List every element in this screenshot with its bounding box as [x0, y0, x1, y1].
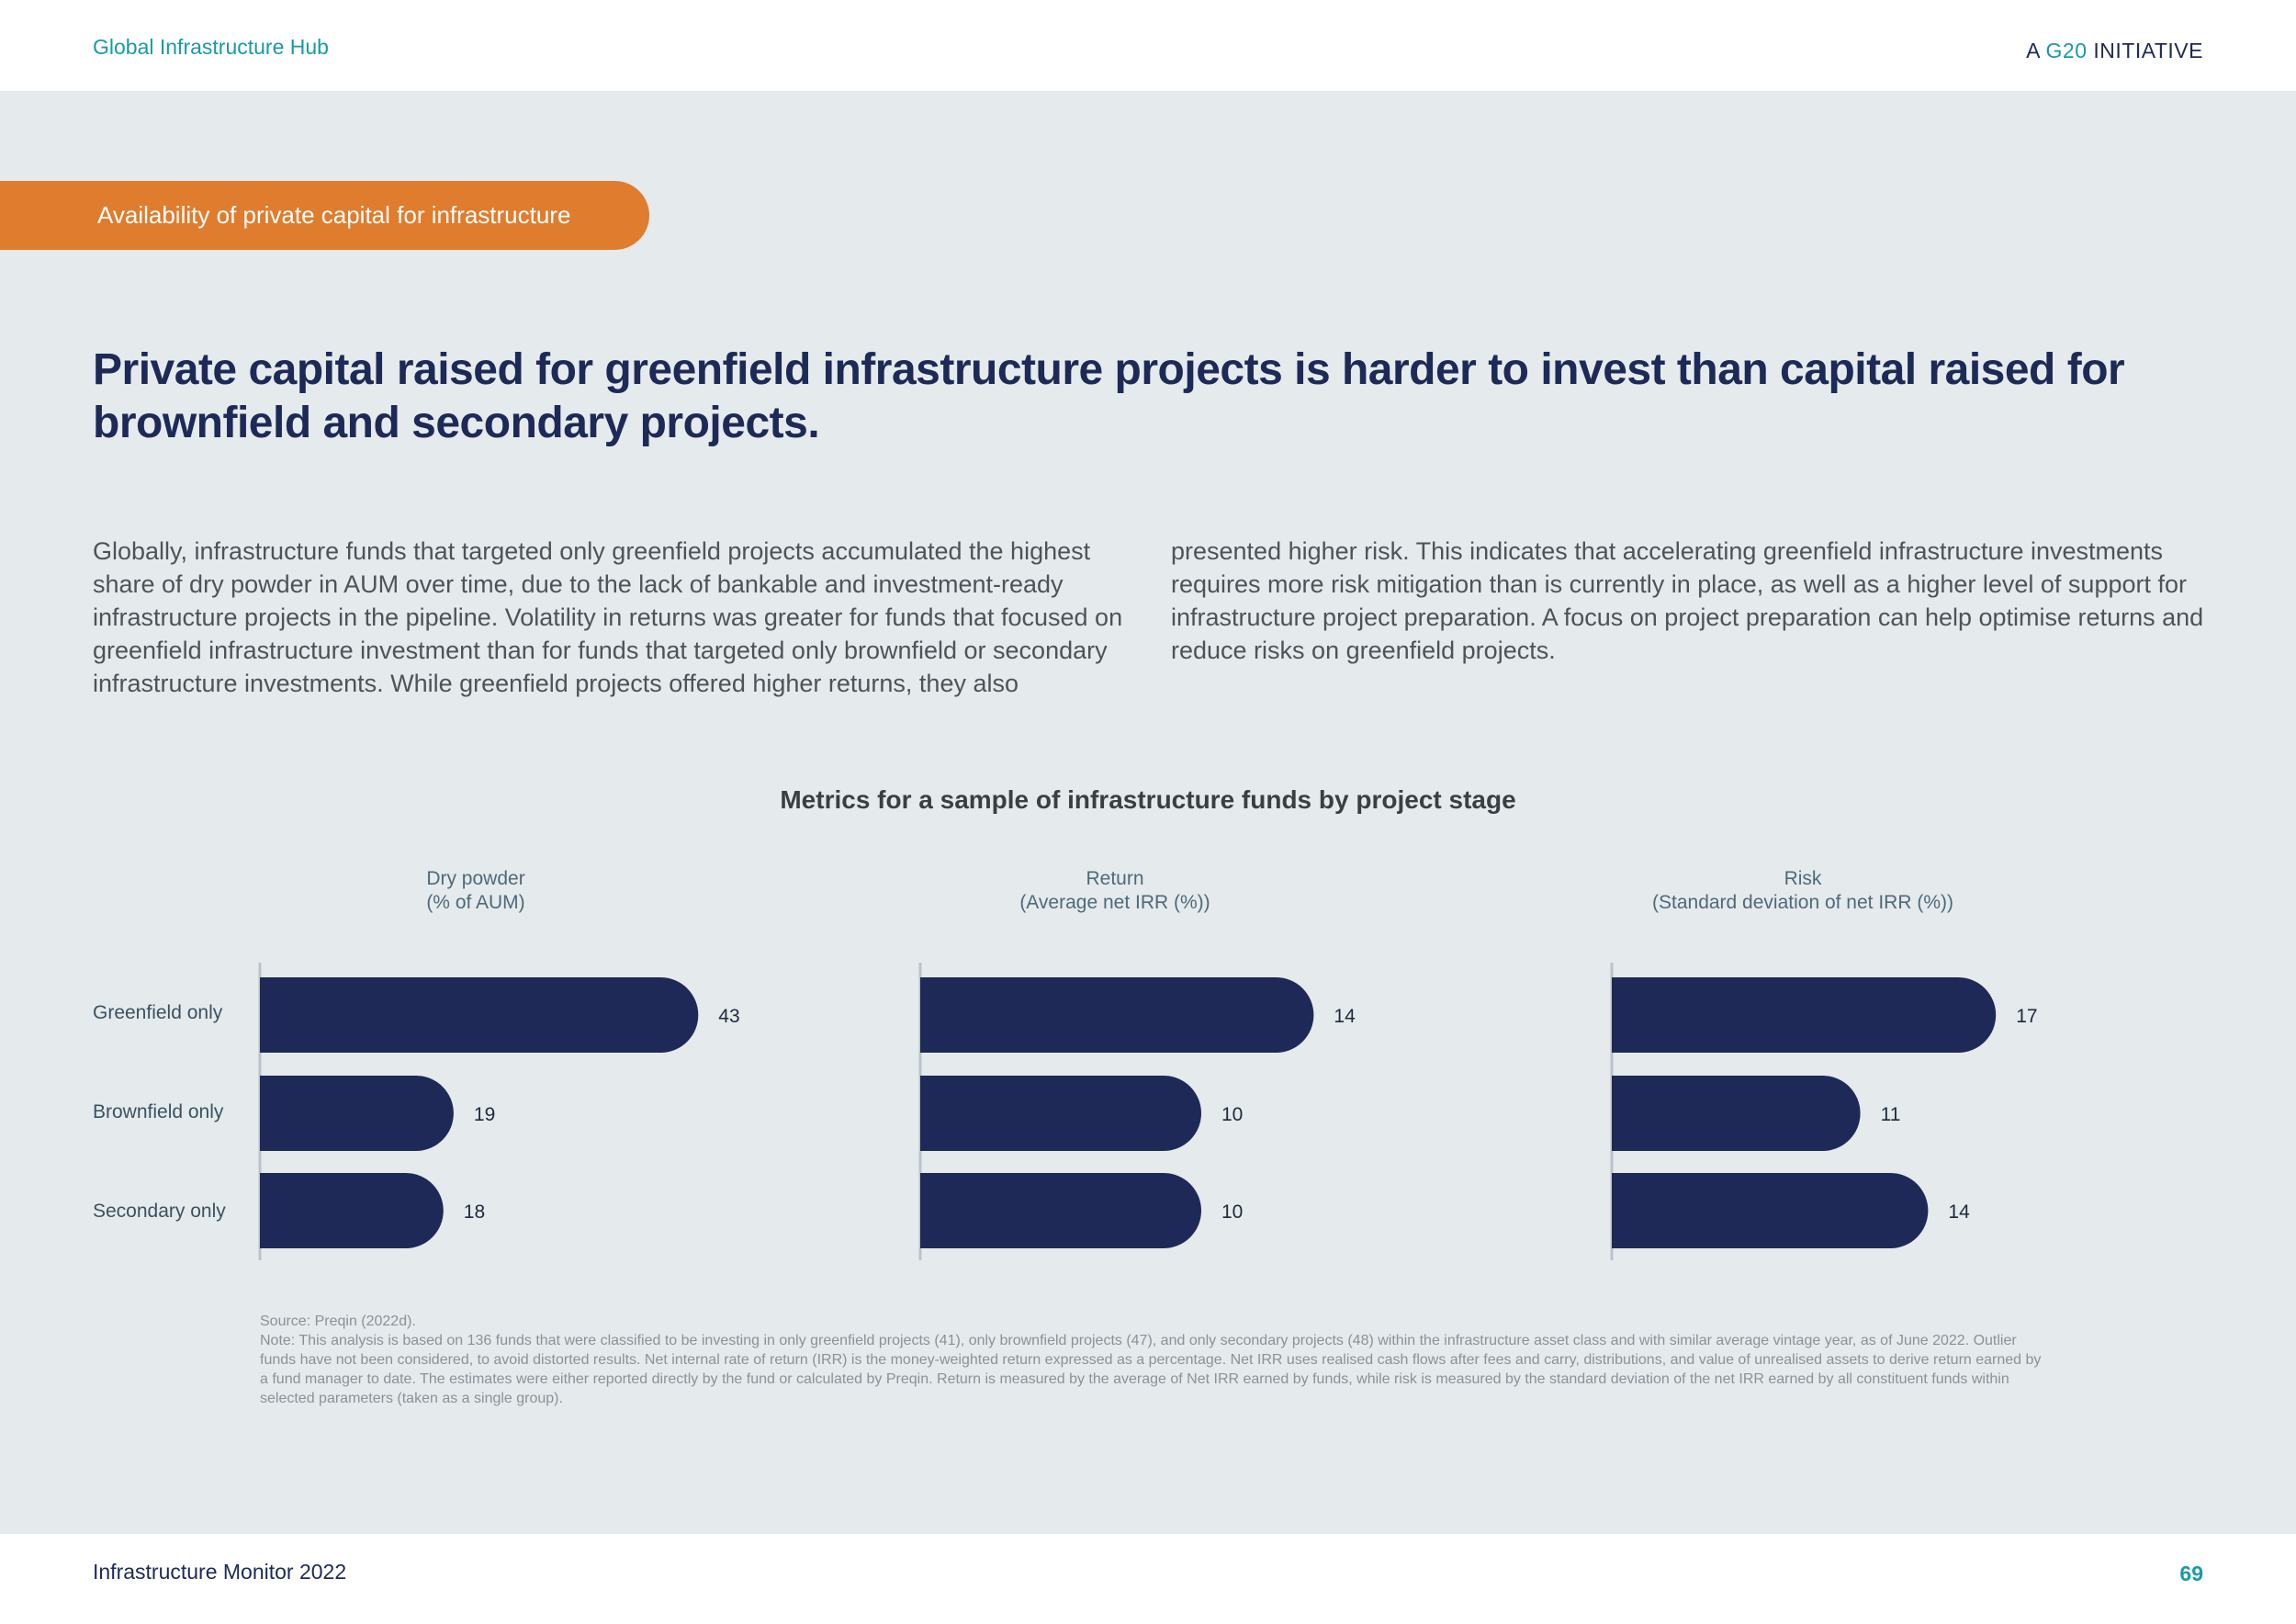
value-label-return-brownfield: 10	[1221, 1104, 1244, 1125]
report-title: Infrastructure Monitor 2022	[93, 1560, 347, 1584]
value-label-dry-powder-secondary: 18	[463, 1201, 486, 1223]
source-text: Source: Preqin (2022d).	[260, 1314, 416, 1329]
body-paragraph-right: presented higher risk. This indicates that accelerating greenfield infrastructure investments requires more risk mitigation than is currently in place, as well as a higher level of support for infrastructure project preparation. A focus on project preparation can help optimise returns and reduce risks on greenfield projects.	[1171, 537, 2204, 664]
bar-dry-powder-brownfield	[260, 1076, 454, 1151]
initiative-highlight: G20	[2045, 39, 2088, 62]
bar-dry-powder-secondary	[260, 1173, 444, 1248]
page-headline: Private capital raised for greenfield infrastructure projects is harder to invest than capital raised for brownfield and secondary projects.	[93, 345, 2125, 447]
chart-footnote	[260, 1312, 2042, 1408]
chart-title: Metrics for a sample of infrastructure funds by project stage	[780, 785, 1516, 814]
initiative-suffix: INITIATIVE	[2093, 39, 2203, 62]
panel-title-line1: Dry powder	[426, 868, 525, 889]
value-label-return-secondary: 10	[1221, 1201, 1244, 1223]
note-text: Note: This analysis is based on 136 funds that were classified to be investing in only greenfield projects (41), only brownfield projects (47), and only secondary projects (48) within the infrastructure asset class and with similar average vintage year, as of June 2022. Outlier funds have not been considered, to avoid distorted results. Net internal rate of return (IRR) is the money-weighted return expressed as a percentage. Net IRR uses realised cash flows after fees and carry, distributions, and value of unrealised assets to derive return earned by a fund manager to date. The estimates were either reported directly by the fund or calculated by Preqin. Return is measured by the average of Net IRR earned by funds, while risk is measured by the standard deviation of the net IRR earned by all constituent funds within selected parameters (taken as a single group).	[260, 1333, 2042, 1406]
category-label-brownfield: Brownfield only	[93, 1101, 224, 1122]
value-label-dry-powder-brownfield: 19	[473, 1104, 496, 1125]
page-number: 69	[2179, 1562, 2203, 1585]
bar-return-greenfield	[920, 977, 1313, 1053]
bar-risk-brownfield	[1612, 1076, 1861, 1151]
value-label-return-greenfield: 14	[1334, 1006, 1356, 1027]
body-paragraph-left: Globally, infrastructure funds that targeted only greenfield projects accumulated the highest share of dry powder in AUM over time, due to the lack of bankable and investment-ready infrastructure projects in the pipeline. Volatility in returns was greater for funds that focused on greenfield infrastructure investment than for funds that targeted only brownfield or secondary infrastructure investments. While greenfield projects offered higher returns, they also	[93, 537, 1123, 697]
value-label-risk-secondary: 14	[1948, 1201, 1970, 1223]
panel-title-line2: (% of AUM)	[426, 892, 525, 913]
bar-dry-powder-greenfield	[260, 977, 698, 1053]
category-label-secondary: Secondary only	[93, 1201, 226, 1222]
panel-title-line1: Risk	[1784, 868, 1822, 889]
panel-title-line1: Return	[1086, 868, 1144, 889]
bar-return-secondary	[920, 1173, 1201, 1248]
bar-return-brownfield	[920, 1076, 1201, 1151]
bar-risk-greenfield	[1612, 977, 1996, 1053]
category-label-greenfield: Greenfield only	[93, 1002, 223, 1023]
value-label-risk-brownfield: 11	[1880, 1104, 1901, 1125]
initiative-prefix: A	[2026, 39, 2040, 62]
value-label-dry-powder-greenfield: 43	[718, 1006, 740, 1027]
brand-name: Global Infrastructure Hub	[93, 35, 329, 59]
section-tag-label: Availability of private capital for infrastructure	[97, 201, 571, 229]
panel-title-line2: (Standard deviation of net IRR (%))	[1652, 892, 1953, 913]
bar-risk-secondary	[1612, 1173, 1928, 1248]
value-label-risk-greenfield: 17	[2016, 1006, 2038, 1027]
panel-title-line2: (Average net IRR (%))	[1019, 892, 1210, 913]
